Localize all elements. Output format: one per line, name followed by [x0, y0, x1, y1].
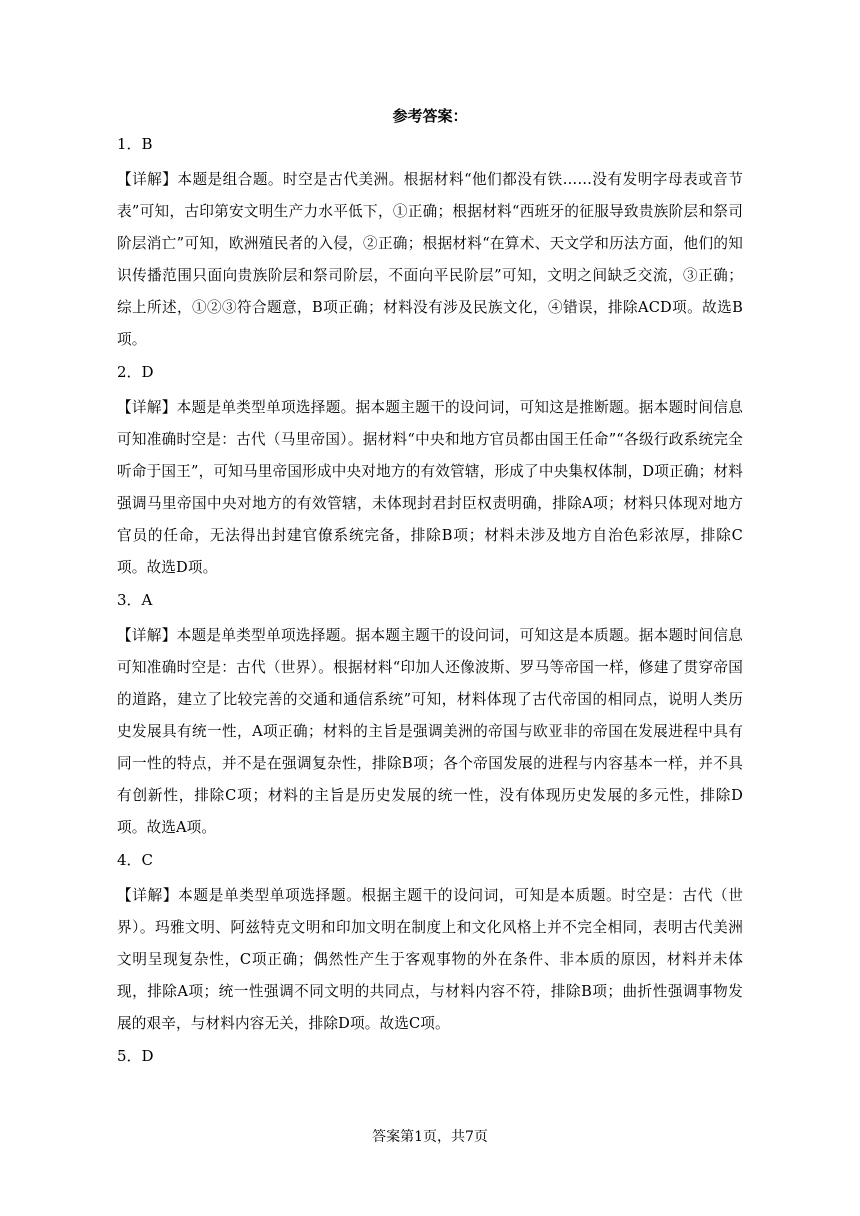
answer-item-4	[117, 848, 743, 1040]
answer-detail: 【详解】本题是组合题。时空是古代美洲。根据材料“他们都没有铁……没有发明字母表或音节表”可知，古印第安文明生产力水平低下，①正确；根据材料“西班牙的征服导致贵族阶层和祭司阶层消亡”可知，欧洲殖民者的入侵，②正确；根据材料“在算术、天文学和历法方面，他们的知识传播范围只面向贵族阶层和祭司阶层，不面向平民阶层”可知，文明之间缺乏交流，③正确；综上所述，①②③符合题意，B项正确；材料没有涉及民族文化，④错误，排除ACD项。故选B项。	[117, 171, 743, 348]
answer-item-3	[117, 588, 743, 844]
answer-detail: 【详解】本题是单类型单项选择题。据本题主题干的设问词，可知这是推断题。据本题时间信息可知准确时空是：古代（马里帝国）。据材料“中央和地方官员都由国王任命”“各级行政系统完全听命于国王”，可知马里帝国形成中央对地方的有效管辖，形成了中央集权体制，D项正确；材料强调马里帝国中央对地方的有效管辖，未体现封君封臣权责明确，排除A项；材料只体现对地方官员的任命，无法得出封建官僚系统完备，排除B项；材料未涉及地方自治色彩浓厚，排除C项。故选D项。	[117, 399, 743, 576]
answer-number: 1．B	[117, 135, 153, 153]
answer-detail: 【详解】本题是单类型单项选择题。据本题主题干的设问词，可知这是本质题。据本题时间信息可知准确时空是：古代（世界）。根据材料“印加人还像波斯、罗马等帝国一样，修建了贯穿帝国的道路，建立了比较完善的交通和通信系统”可知，材料体现了古代帝国的相同点，说明人类历史发展具有统一性，A项正确；材料的主旨是强调美洲的帝国与欧亚非的帝国在发展进程中具有同一性的特点，并不是在强调复杂性，排除B项；各个帝国发展的进程与内容基本一样，并不具有创新性，排除C项；材料的主旨是历史发展的统一性，没有体现历史发展的多元性，排除D项。故选A项。	[117, 627, 743, 836]
answer-number: 5．D	[117, 1047, 154, 1065]
answer-number: 4．C	[117, 851, 154, 869]
page-footer: 答案第1页，共7页	[372, 1129, 488, 1145]
answer-item-1	[117, 132, 743, 356]
answer-detail: 【详解】本题是单类型单项选择题。根据主题干的设问词，可知是本质题。时空是：古代（世界）。玛雅文明、阿兹特克文明和印加文明在制度上和文化风格上并不完全相同，表明古代美洲文明呈现复杂性，C项正确；偶然性产生于客观事物的外在条件、非本质的原因，材料并未体现，排除A项；统一性强调不同文明的共同点，与材料内容不符，排除B项；曲折性强调事物发展的艰辛，与材料内容无关，排除D项。故选C项。	[117, 887, 743, 1032]
answer-item-5	[117, 1044, 743, 1068]
page-title: 参考答案：	[392, 107, 468, 125]
answer-number: 2．D	[117, 363, 154, 381]
answer-item-2	[117, 360, 743, 584]
answer-number: 3．A	[117, 591, 153, 609]
answer-list	[117, 128, 743, 1076]
